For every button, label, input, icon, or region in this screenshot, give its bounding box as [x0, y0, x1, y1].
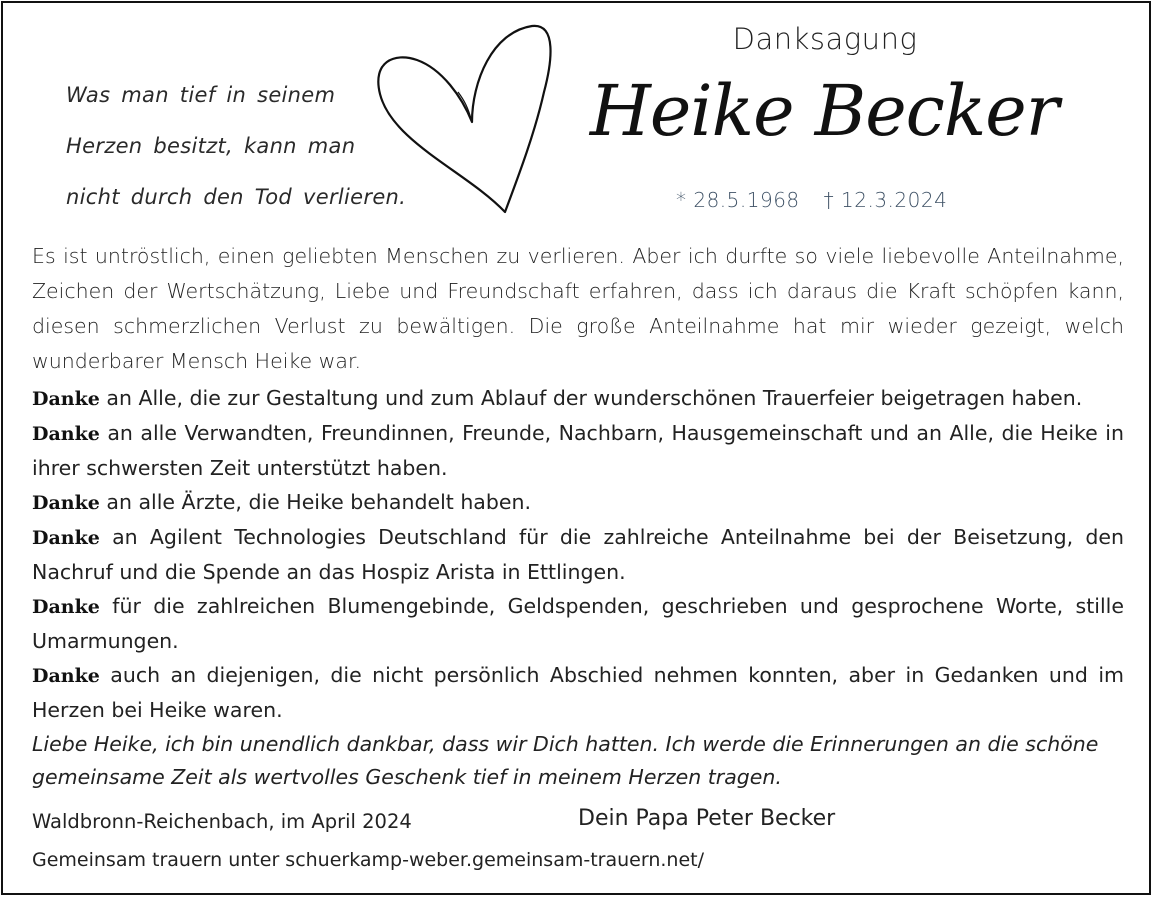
thanks-item [32, 589, 1124, 658]
thanks-text: an Agilent Technologies Deutschland für die zahlreiche Anteilnahme bei der Beisetzung, den Nachruf und die Spende an das Hospiz Arista in Ettlingen. [32, 525, 1124, 584]
life-dates [676, 188, 947, 212]
place-date: Waldbronn-Reichenbach, im April 2024 [32, 810, 412, 833]
thanks-keyword: Danke [32, 665, 100, 687]
thanks-text: auch an diejenigen, die nicht persönlich Abschied nehmen konnten, aber in Gedanken und im Herzen bei Heike waren. [32, 663, 1124, 722]
thanks-item [32, 520, 1124, 589]
thanks-keyword: Danke [32, 423, 100, 445]
thanks-keyword: Danke [32, 388, 100, 410]
thanks-keyword: Danke [32, 596, 100, 618]
thanks-list [32, 381, 1124, 727]
signature: Dein Papa Peter Becker [578, 806, 836, 831]
thanks-text: für die zahlreichen Blumengebinde, Geldspenden, geschrieben und gesprochene Worte, stille Umarmungen. [32, 594, 1124, 653]
heart-icon [372, 22, 557, 217]
closing-message: Liebe Heike, ich bin unendlich dankbar, dass wir Dich hatten. Ich werde die Erinnerungen an die schöne gemeinsame Zeit als wertvolles Geschenk tief in meinem Herzen tragen. [32, 732, 1099, 789]
thanks-text: an alle Verwandten, Freundinnen, Freunde, Nachbarn, Hausgemeinschaft und an Alle, die Heike in ihrer schwersten Zeit unterstützt haben. [32, 421, 1124, 480]
thanks-item [32, 416, 1124, 485]
thanks-item [32, 658, 1124, 727]
thanks-keyword: Danke [32, 492, 100, 514]
birth-date: * 28.5.1968 [676, 188, 800, 212]
motto-line: nicht durch den Tod verlieren. [66, 185, 407, 209]
intro-paragraph: Es ist untröstlich, einen geliebten Menschen zu verlieren. Aber ich durfte so viele liebevolle Anteilnahme, Zeichen der Wertschätzung, Liebe und Freundschaft erfahren, dass ich daraus die Kraft schöpfen kann, diesen schmerzlichen Verlust zu bewältigen. Die große Anteilnahme hat mir wieder gezeigt, welch wunderbarer Mensch Heike war. [32, 244, 1124, 373]
motto-quote [66, 80, 407, 233]
motto-line: Herzen besitzt, kann man [66, 134, 356, 158]
death-date: † 12.3.2024 [823, 188, 948, 212]
thanks-item [32, 381, 1124, 416]
footer-link-text: Gemeinsam trauern unter schuerkamp-weber.gemeinsam-trauern.net/ [32, 849, 704, 871]
thanks-item [32, 485, 1124, 520]
thanks-text: an alle Ärzte, die Heike behandelt haben. [106, 490, 532, 514]
notice-heading: Danksagung [732, 22, 918, 56]
thanks-text: an Alle, die zur Gestaltung und zum Ablauf der wunderschönen Trauerfeier beigetragen haben. [106, 386, 1083, 410]
motto-line: Was man tief in seinem [66, 83, 336, 107]
thanks-keyword: Danke [32, 527, 100, 549]
deceased-name: Heike Becker [589, 70, 1059, 152]
